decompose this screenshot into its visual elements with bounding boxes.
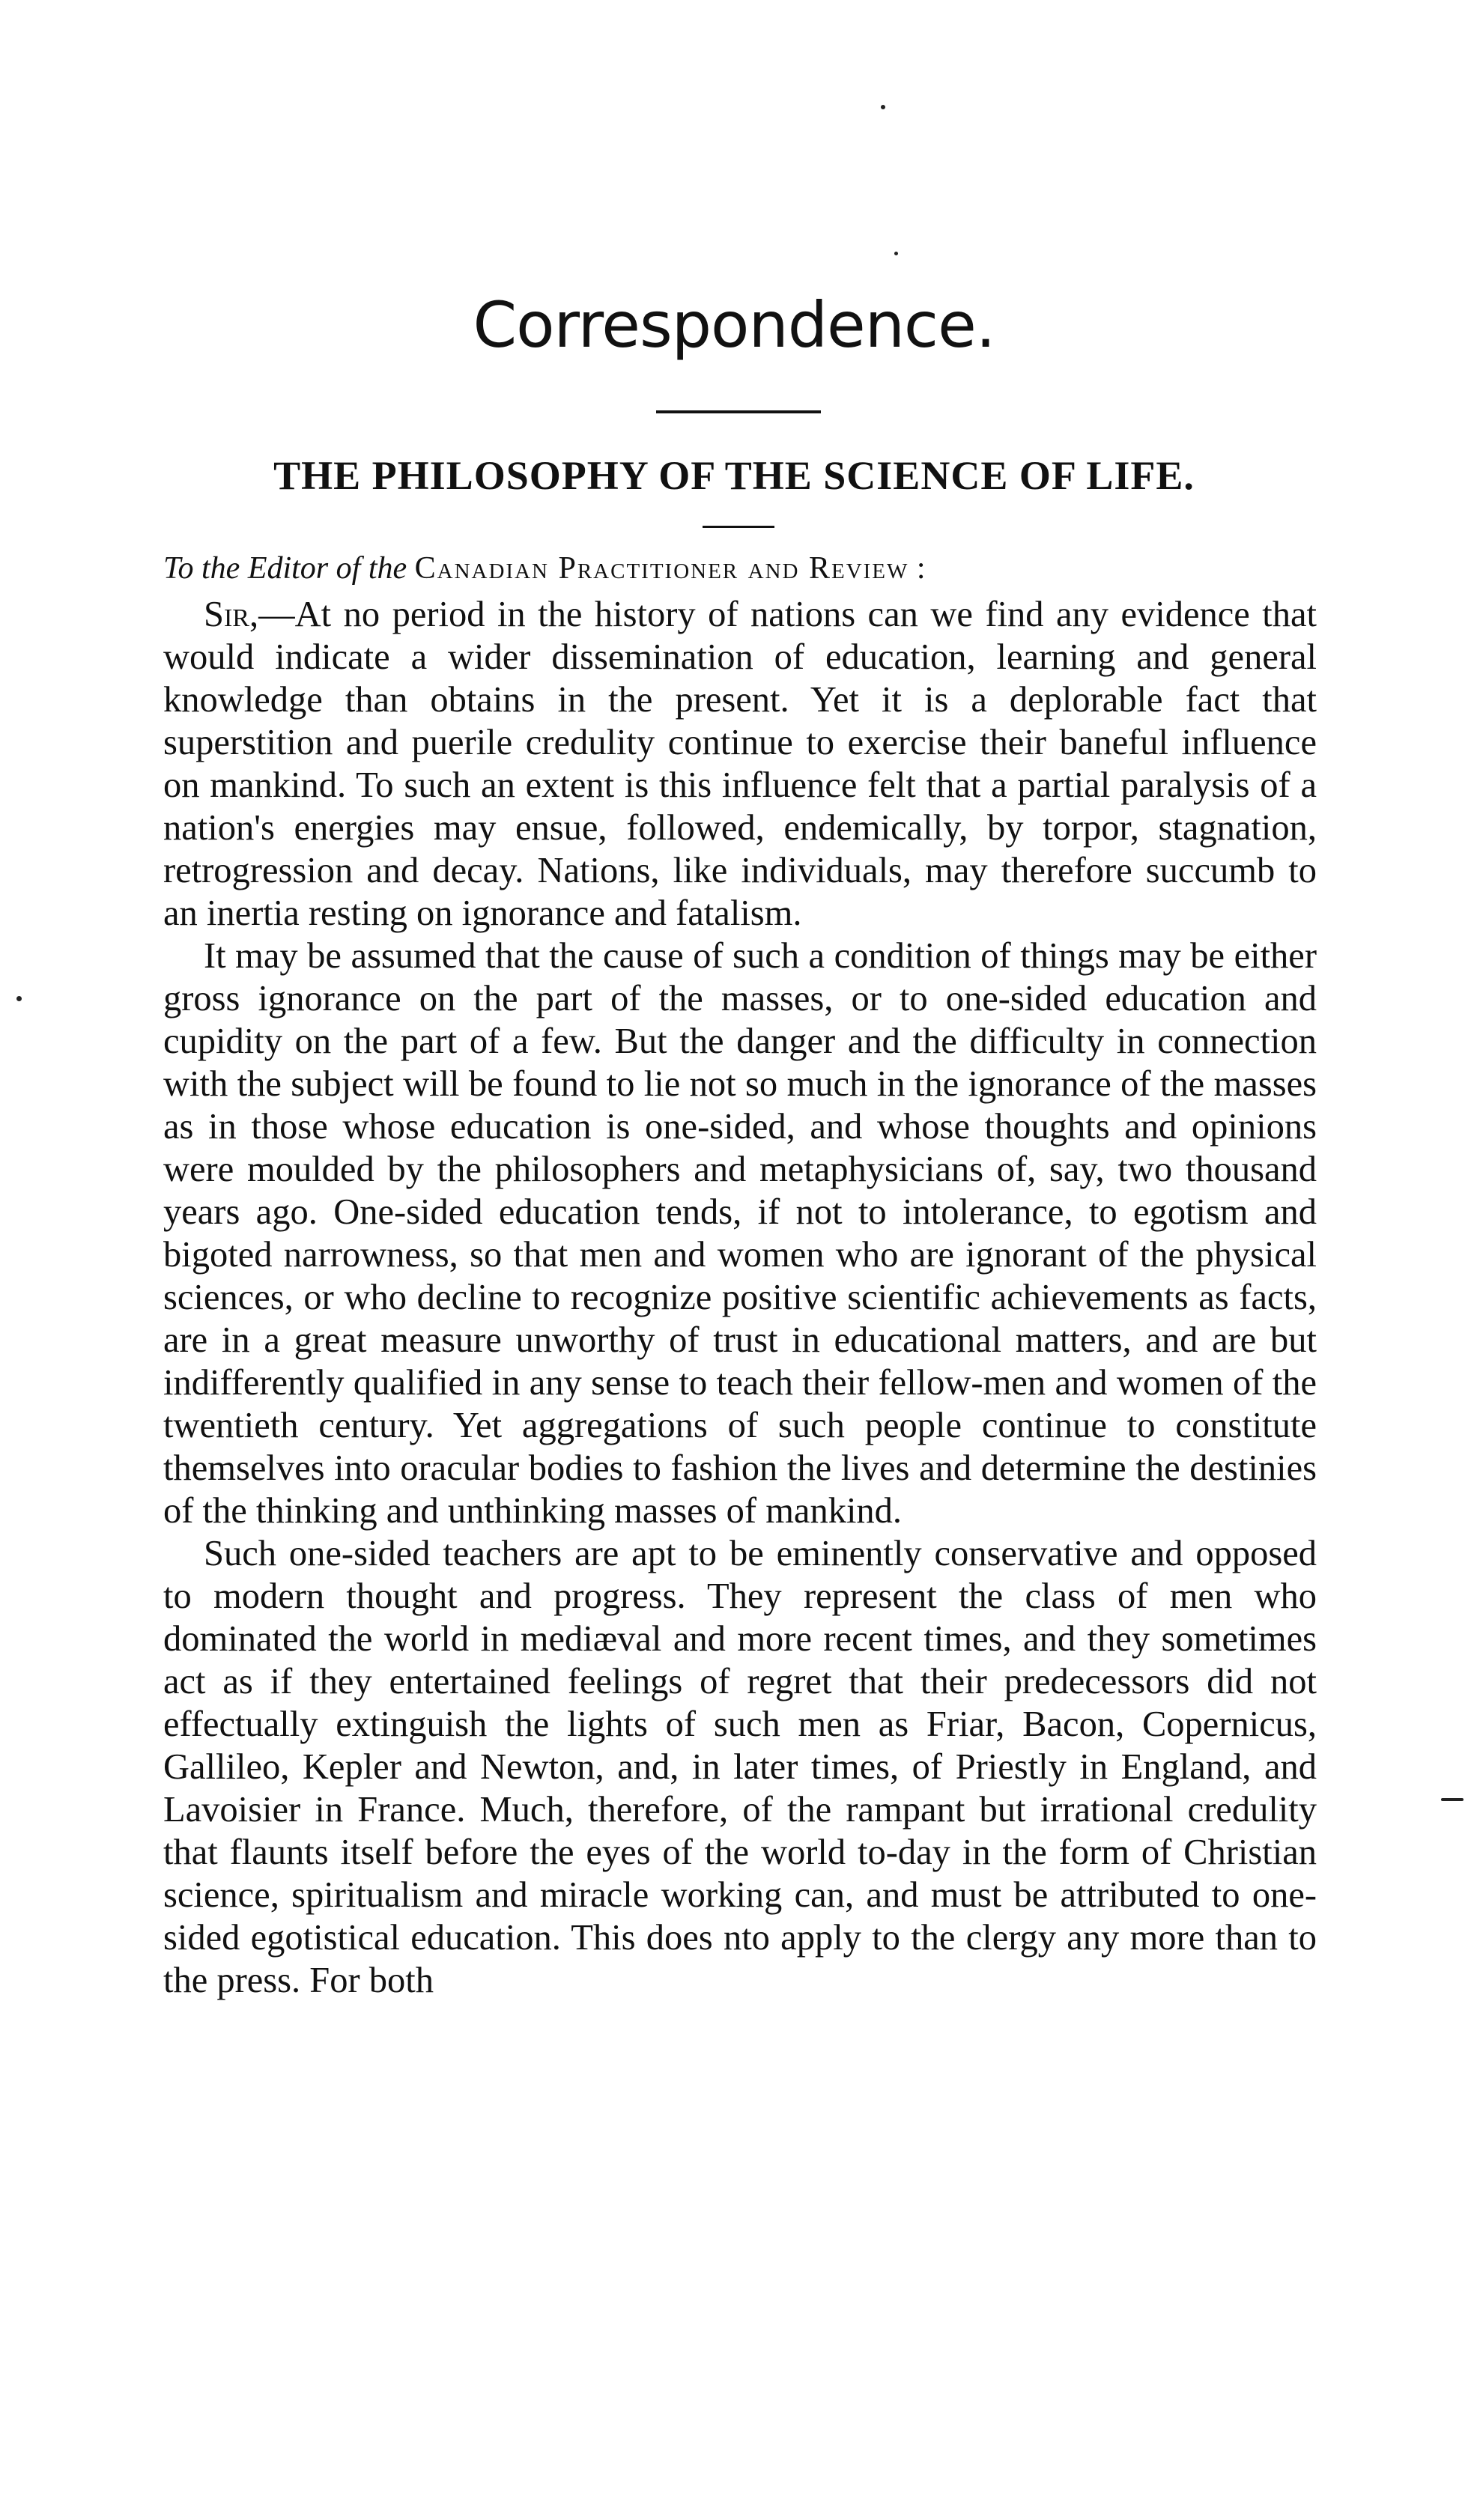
scan-speck bbox=[16, 996, 22, 1001]
paragraph-text: Such one-sided teachers are apt to be eminently conservative and opposed to modern thought and progress. They represent the class of men who dominated the world in mediæval and more recent times, and they sometimes act as if they entertained feelings of regret that their predecessors did not effectually extinguish the lights of such men as Friar, Bacon, Copernicus, Gallileo, Kepler and Newton, and, in later times, of Priestly in England, and Lavoisier in France. Much, therefore, of the rampant but irrational credulity that flaunts itself before the eyes of the world to-day in the form of Christian science, spiritualism and miracle working can, and must be attributed to one-sided egotistical education. This does nto apply to the clergy any more than to the press. For both bbox=[163, 1534, 1317, 2000]
title-divider bbox=[656, 410, 821, 413]
publication-name: Canadian Practitioner and Review bbox=[414, 551, 909, 586]
scan-speck bbox=[1441, 1798, 1464, 1801]
paragraph bbox=[163, 1532, 1317, 2002]
salutation bbox=[163, 550, 926, 586]
letter-body bbox=[163, 593, 1317, 2002]
salutation-suffix: : bbox=[909, 551, 926, 586]
page-title: Correspondence. bbox=[473, 288, 995, 362]
paragraph bbox=[163, 593, 1317, 935]
subtitle-divider bbox=[703, 526, 774, 528]
paragraph-opening: Sir, bbox=[204, 595, 259, 634]
salutation-prefix: To the Editor of the bbox=[163, 551, 407, 586]
paragraph bbox=[163, 935, 1317, 1532]
scan-speck bbox=[894, 252, 898, 255]
paragraph-text: It may be assumed that the cause of such a condition of things may be either gross ignorance on the part of the masses, or to one-sided education and cupidity on the part of a few. But the danger and the difficulty in connection with the subject will be found to lie not so much in the ignorance of the masses as in those whose education is one-sided, and whose thoughts and opinions were moulded by the philosophers and metaphysicians of, say, two thousand years ago. One-sided education tends, if not to intolerance, to egotism and bigoted narrowness, so that men and women who are ignorant of the physical sciences, or who decline to recognize positive scientific achievements as facts, are in a great measure unworthy of trust in educational matters, and are but indifferently qualified in any sense to teach their fellow-men and women of the twentieth century. Yet aggregations of such people continue to constitute themselves into oracular bodies to fashion the lives and determine the destinies of the thinking and unthinking masses of mankind. bbox=[163, 936, 1317, 1531]
article-title: THE PHILOSOPHY OF THE SCIENCE OF LIFE. bbox=[273, 453, 1195, 498]
scan-speck bbox=[881, 105, 885, 109]
paragraph-text: —At no period in the history of nations can we find any evidence that would indicate a wider dissemination of education, learning and general knowledge than obtains in the present. Yet it is a deplorable fact that superstition and puerile credulity continue to exercise their baneful influence on mankind. To such an extent is this influence felt that a partial paralysis of a nation's energies may ensue, followed, endemically, by torpor, stagnation, retrogression and decay. Nations, like individuals, may therefore succumb to an inertia resting on ignorance and fatalism. bbox=[163, 595, 1317, 933]
